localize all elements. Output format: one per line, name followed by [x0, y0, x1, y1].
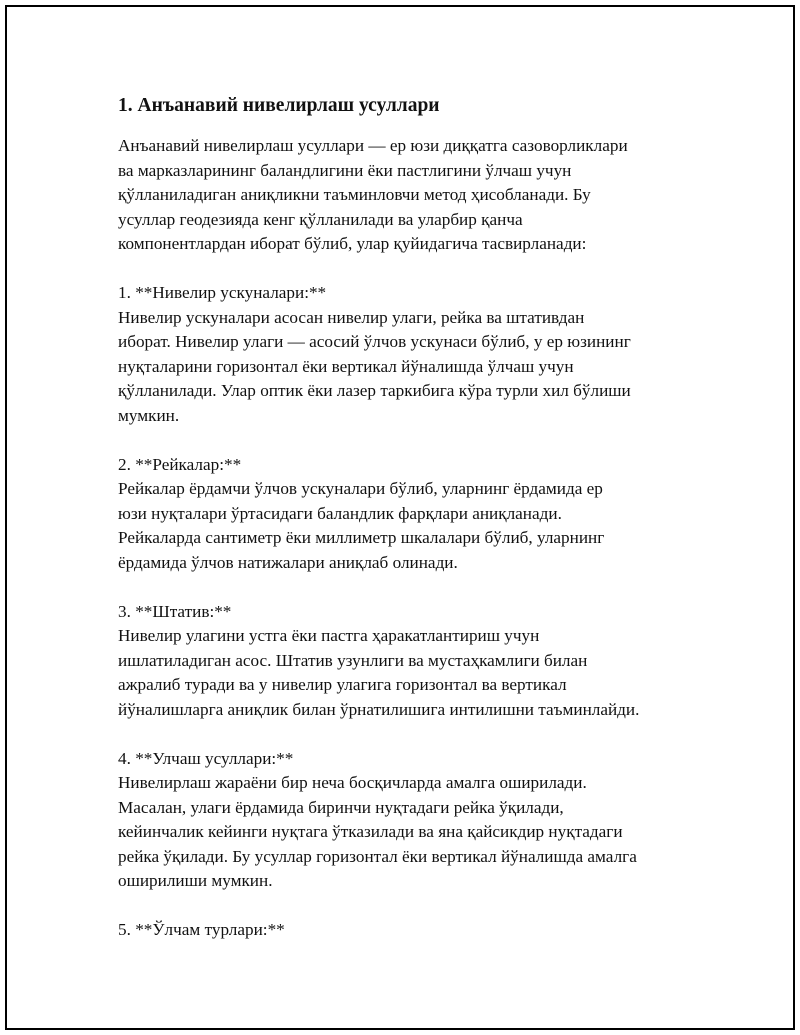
list-item-body: Рейкалар ёрдамчи ўлчов ускуналари бўлиб, уларнинг ёрдамида ер юзи нуқталари ўртасидаги баландлик фарқлари аниқланади. Рейкаларда сантиметр ёки миллиметр шкалалари бўлиб, уларнинг ёрдамида ўлчов натижалари аниқлаб олинади.	[118, 479, 605, 572]
list-item-tripod	[118, 600, 708, 723]
list-item-staffs	[118, 453, 708, 576]
list-item-methods	[118, 747, 708, 894]
list-item-heading: 3. **Штатив:**	[118, 601, 232, 621]
list-item-body: Нивелирлаш жараёни бир неча босқичларда амалга оширилади. Масалан, улаги ёрдамида биринчи нуқтадаги рейка ўқилади, кейинчалик кейинги нуқтага ўтказилади ва яна қайсикдир нуқтадаги рейка ўқилади. Бу усуллар горизонтал ёки вертикал йўналишда амалга оширилиши мумкин.	[118, 773, 637, 890]
list-item-body: Нивелир ускуналари асосан нивелир улаги, рейка ва штативдан иборат. Нивелир улаги — асосий ўлчов ускунаси бўлиб, у ер юзининг нуқталарини горизонтал ёки вертикал йўналишда ўлчаш учун қўлланилади. Улар оптик ёки лазер таркибига кўра турли хил бўлиши мумкин.	[118, 307, 631, 425]
list-item-heading: 1. **Нивелир ускуналари:**	[118, 283, 327, 302]
list-item-measurement-types	[118, 918, 708, 943]
document-content	[118, 94, 708, 943]
list-item-instruments	[118, 281, 708, 428]
list-item-body: Нивелир улагини устга ёки пастга ҳаракатлантириш учун ишлатиладиган асос. Штатив узунлиги ва мустаҳкамлиги билан ажралиб туради ва у нивелир улагига горизонтал ва вертикал йўналишларга аниқлик билан ўрнатилишига интилишни таъминлайди.	[118, 626, 640, 719]
document-title: 1. Анъанавий нивелирлаш усуллари	[118, 95, 440, 116]
list-item-heading: 2. **Рейкалар:**	[118, 454, 242, 474]
list-item-heading: 5. **Ўлчам турлари:**	[118, 920, 285, 939]
intro-paragraph: Анъанавий нивелирлаш усуллари — ер юзи диққатга сазоворликлари ва марказларининг баландлигини ёки пастлигини ўлчаш учун қўлланиладиган аниқликни таъминловчи метод ҳисобланади. Бу усуллар геодезияда кенг қўлланилади ва уларбир қанча компонентлардан иборат бўлиб, улар қуйидагича тасвирланади:	[118, 136, 628, 253]
list-item-heading: 4. **Улчаш усуллари:**	[118, 748, 294, 768]
